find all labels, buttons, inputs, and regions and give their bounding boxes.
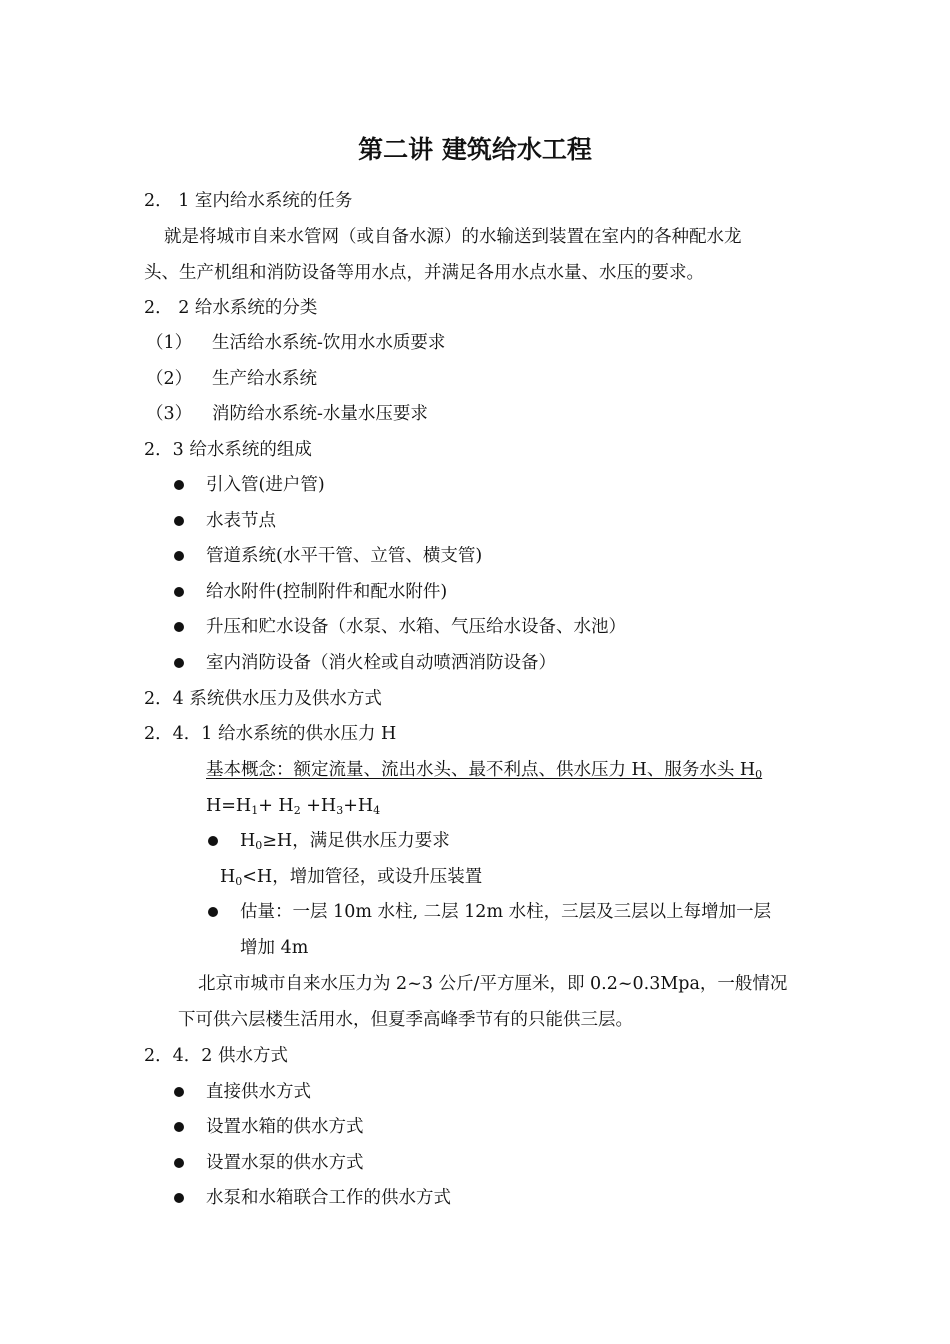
bullet-icon [174,1158,184,1168]
bullet-icon [174,480,184,490]
bullet-icon [174,1122,184,1132]
condition-line: $H_0<H$，增加管径，或设升压装置 [220,867,483,888]
concept-text: 基本概念：额定流量、流出水头、最不利点、供水压力 H、服务水头 H [206,760,756,780]
bullet-icon [174,658,184,668]
section-heading-2-4: 2．4 系统供水压力及供水方式 [144,689,382,709]
bullet-icon [174,551,184,561]
list-item: 引入管(进户管) [206,475,325,495]
list-item: 设置水泵的供水方式 [206,1153,364,1173]
numbered-item-number: （3） [146,404,193,424]
beijing-paragraph-line: 北京市城市自来水压力为 2~3 公斤/平方厘米，即 0.2~0.3Mpa，一般情况 [198,974,788,994]
bullet-icon [174,587,184,597]
estimate-line: 估量：一层 10m 水柱, 二层 12m 水柱，三层及三层以上每增加一层 [240,902,772,922]
beijing-paragraph-line: 下可供六层楼生活用水，但夏季高峰季节有的只能供三层。 [178,1010,633,1030]
paragraph-line: 就是将城市自来水管网（或自备水源）的水输送到装置在室内的各种配水龙 [164,227,742,247]
page-title: 第二讲 建筑给水工程 [358,135,592,164]
list-item: 室内消防设备（消火栓或自动喷洒消防设备） [206,653,556,673]
bullet-icon [208,836,218,846]
estimate-line: 增加 4m [240,938,309,958]
bullet-icon [208,907,218,917]
paragraph-line: 头、生产机组和消防设备等用水点，并满足各用水点水量、水压的要求。 [144,263,704,283]
numbered-item-text: 消防给水系统-水量水压要求 [212,404,428,424]
section-heading-2-4-2: 2．4．2 供水方式 [144,1046,288,1066]
section-heading-2-1: 2． 1 室内给水系统的任务 [144,191,353,211]
list-item: 管道系统(水平干管、立管、横支管) [206,546,483,566]
list-item: 直接供水方式 [206,1082,311,1102]
section-heading-2-3: 2．3 给水系统的组成 [144,440,312,460]
list-item: 升压和贮水设备（水泵、水箱、气压给水设备、水池） [206,617,626,637]
condition-line: $H_0\ge H$，满足供水压力要求 [240,831,450,852]
bullet-icon [174,1087,184,1097]
list-item: 水泵和水箱联合工作的供水方式 [206,1188,451,1208]
numbered-item-text: 生产给水系统 [212,369,317,389]
section-heading-2-2: 2． 2 给水系统的分类 [144,298,318,318]
list-item: 水表节点 [206,511,276,531]
numbered-item-number: （2） [146,369,193,389]
numbered-item-text: 生活给水系统-饮用水水质要求 [212,333,446,353]
basic-concept-line [206,755,762,785]
bullet-icon [174,516,184,526]
concept-subscript: 0 [755,768,763,781]
numbered-item-number: （1） [146,333,193,353]
list-item: 给水附件(控制附件和配水附件) [206,582,448,602]
section-heading-2-4-1: 2．4．1 给水系统的供水压力 H [144,724,397,744]
bullet-icon [174,1193,184,1203]
pressure-formula: $H=H_1+ H_2 +H_3+H_4$ [206,796,381,817]
list-item: 设置水箱的供水方式 [206,1117,364,1137]
bullet-icon [174,622,184,632]
